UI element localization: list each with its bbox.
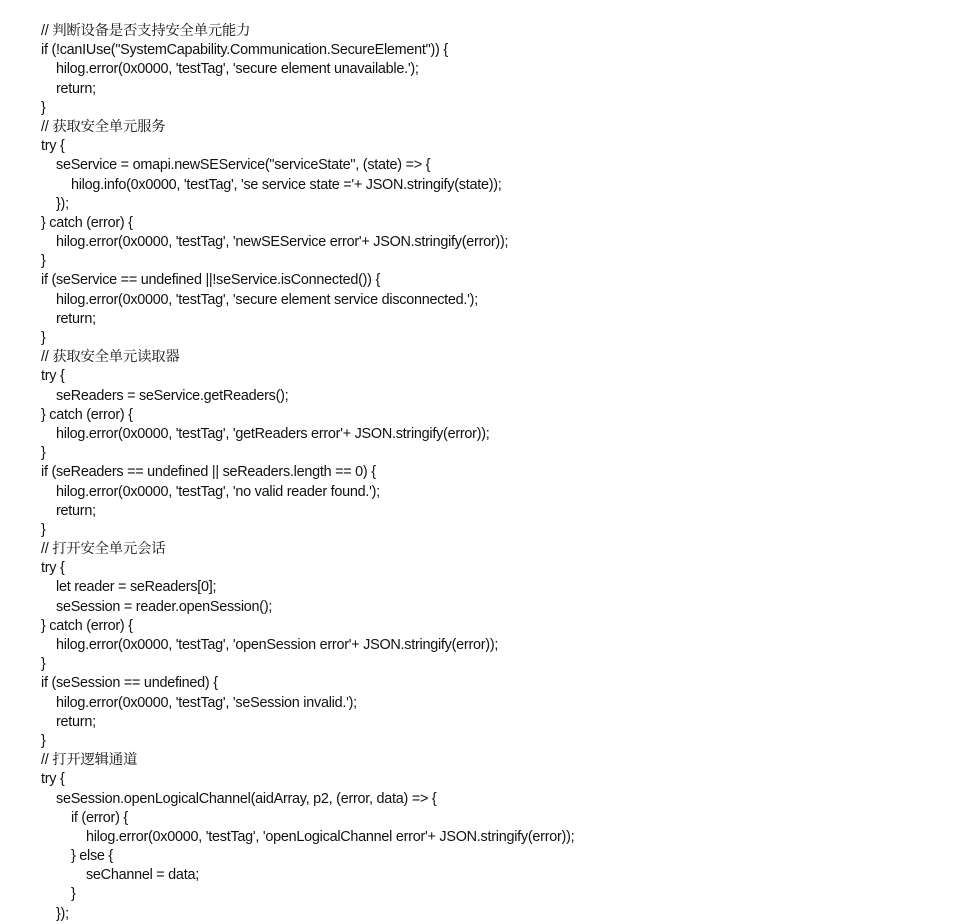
code-block (41, 22, 941, 922)
code-comment: // 判断设备是否支持安全单元能力 (41, 23, 251, 39)
code-line: try { (41, 138, 65, 155)
code-line: } (41, 521, 46, 538)
code-comment: // 获取安全单元服务 (41, 118, 166, 135)
code-line: hilog.error(0x0000, 'testTag', 'openLogicalChannel error'+ JSON.stringify(error)); (41, 828, 575, 845)
code-line: if (seReaders == undefined || seReaders.length == 0) { (41, 464, 376, 481)
code-line: return; (41, 502, 96, 519)
code-line: } (41, 99, 46, 116)
code-line: } (41, 445, 46, 462)
code-line: } catch (error) { (41, 617, 133, 634)
code-comment: // 打开安全单元会话 (41, 541, 166, 558)
code-line: seReaders = seService.getReaders(); (41, 387, 289, 404)
code-line: return; (41, 713, 96, 730)
code-line: if (error) { (41, 809, 128, 826)
code-comment: // 获取安全单元读取器 (41, 349, 180, 366)
code-line: return; (41, 310, 96, 327)
code-line: hilog.info(0x0000, 'testTag', 'se service state ='+ JSON.stringify(state)); (41, 176, 502, 193)
code-line: hilog.error(0x0000, 'testTag', 'newSEService error'+ JSON.stringify(error)); (41, 234, 509, 251)
code-line: hilog.error(0x0000, 'testTag', 'secure element unavailable.'); (41, 61, 419, 78)
code-line: } (41, 886, 76, 903)
code-comment: // 打开逻辑通道 (41, 752, 138, 769)
code-line: } catch (error) { (41, 406, 133, 423)
code-line: try { (41, 771, 65, 788)
code-line: hilog.error(0x0000, 'testTag', 'no valid reader found.'); (41, 483, 380, 500)
code-line: seSession.openLogicalChannel(aidArray, p2, (error, data) => { (41, 790, 437, 807)
code-line: seService = omapi.newSEService("serviceState", (state) => { (41, 157, 431, 174)
code-line: }); (41, 195, 69, 212)
code-line: } (41, 656, 46, 673)
code-line: try { (41, 560, 65, 577)
code-line: hilog.error(0x0000, 'testTag', 'getReaders error'+ JSON.stringify(error)); (41, 425, 490, 442)
code-line: } (41, 253, 46, 270)
code-line: try { (41, 368, 65, 385)
code-line: } (41, 732, 46, 749)
code-line: seSession = reader.openSession(); (41, 598, 273, 615)
code-line: hilog.error(0x0000, 'testTag', 'openSession error'+ JSON.stringify(error)); (41, 637, 499, 653)
code-line: } else { (41, 848, 113, 865)
code-line: seChannel = data; (41, 867, 199, 884)
code-line: } catch (error) { (41, 214, 133, 231)
code-line: } (41, 330, 46, 346)
code-line: if (seSession == undefined) { (41, 675, 218, 692)
code-line: let reader = seReaders[0]; (41, 579, 217, 596)
code-line: return; (41, 80, 96, 97)
code-line: hilog.error(0x0000, 'testTag', 'secure element service disconnected.'); (41, 291, 478, 308)
code-line: if (!canIUse("SystemCapability.Communication.SecureElement")) { (41, 42, 448, 59)
code-line: hilog.error(0x0000, 'testTag', 'seSession invalid.'); (41, 694, 357, 711)
code-line: }); (41, 905, 69, 922)
code-line: if (seService == undefined ||!seService.isConnected()) { (41, 272, 381, 289)
